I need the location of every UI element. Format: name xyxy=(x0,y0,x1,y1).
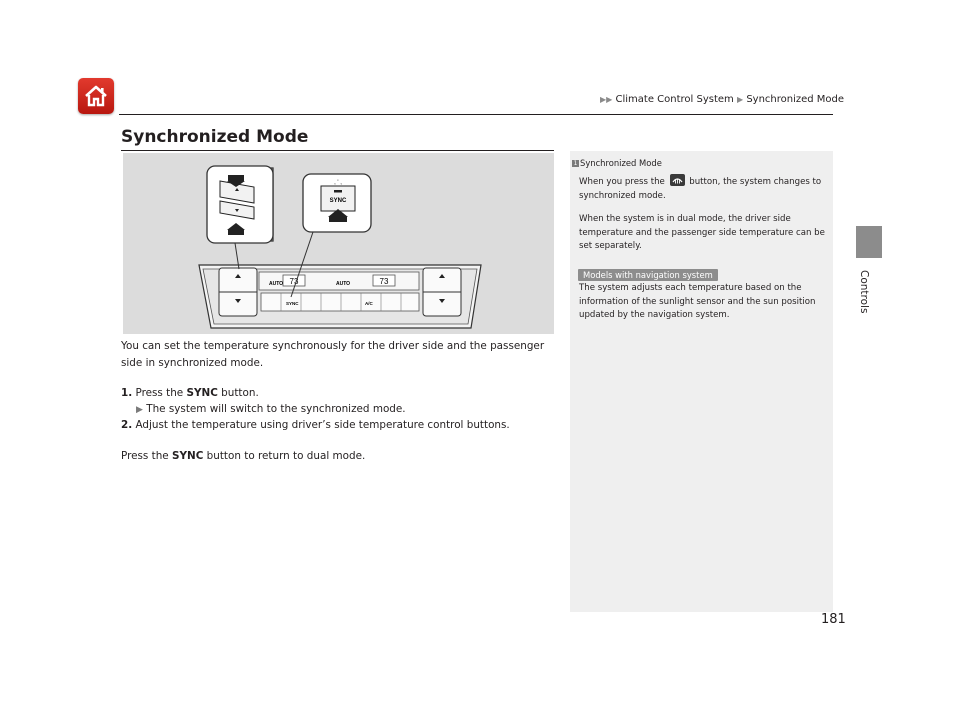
climate-panel-illustration xyxy=(123,153,554,334)
note-para1-pre: When you press the xyxy=(579,177,665,187)
right-temp-display: 73 xyxy=(379,277,389,286)
home-button[interactable] xyxy=(78,78,114,114)
home-icon xyxy=(83,83,109,109)
header-divider xyxy=(119,114,833,115)
step-1-post: button. xyxy=(221,387,259,399)
auto-center-label: AUTO xyxy=(336,281,351,287)
step-1-number: 1. xyxy=(121,387,133,399)
note-title: Synchronized Mode xyxy=(580,158,662,168)
return-post: button to return to dual mode. xyxy=(206,450,366,462)
note-marker: 1 xyxy=(573,160,578,167)
auto-left-label: AUTO xyxy=(269,281,284,287)
breadcrumb-section[interactable]: Climate Control System xyxy=(615,94,734,105)
breadcrumb xyxy=(600,94,844,105)
page-title: Synchronized Mode xyxy=(121,127,309,147)
chapter-tab[interactable] xyxy=(856,226,882,258)
triangle-right-icon: ▶ xyxy=(736,95,744,104)
front-defrost-icon xyxy=(670,174,685,186)
title-divider xyxy=(121,150,554,151)
chapter-label[interactable]: Controls xyxy=(858,270,870,314)
step-2-number: 2. xyxy=(121,419,133,431)
triangle-right-icon: ▶▶ xyxy=(600,95,613,104)
page-number: 181 xyxy=(821,612,846,627)
intro-paragraph: You can set the temperature synchronously for the driver side and the passenger side in synchronized mode. xyxy=(121,340,545,369)
triangle-right-icon: ▶ xyxy=(136,405,143,415)
model-badge: Models with navigation system xyxy=(578,269,718,281)
ac-button-label: A/C xyxy=(365,301,373,306)
note-paragraph-3: The system adjusts each temperature based on the information of the sunlight sensor and the sun position updated by the navigation system. xyxy=(579,283,816,320)
note-paragraph-1 xyxy=(579,174,829,203)
step-2 xyxy=(121,417,561,434)
note-heading xyxy=(572,158,662,168)
sync-key-label: SYNC xyxy=(172,450,204,462)
note-paragraph-2: When the system is in dual mode, the driver side temperature and the passenger side temperature can be set separately. xyxy=(579,214,825,251)
svg-text:, ' ,: , ' , xyxy=(334,180,342,186)
step-1-result-text: The system will switch to the synchronized mode. xyxy=(146,403,406,415)
sync-button-label: SYNC xyxy=(286,301,299,306)
climate-panel-drawing xyxy=(123,153,554,334)
note-para1-post: button, the system changes to synchronized mode. xyxy=(579,177,822,201)
left-temp-display: 73 xyxy=(289,277,299,286)
step-2-text: Adjust the temperature using driver’s side temperature control buttons. xyxy=(135,419,510,431)
breadcrumb-page: Synchronized Mode xyxy=(746,94,845,105)
step-1-pre: Press the xyxy=(135,387,184,399)
callout-sync-label: SYNC xyxy=(329,198,347,204)
sync-key-label: SYNC xyxy=(186,387,218,399)
return-pre: Press the xyxy=(121,450,169,462)
return-instruction xyxy=(121,448,561,465)
step-1 xyxy=(121,385,561,402)
